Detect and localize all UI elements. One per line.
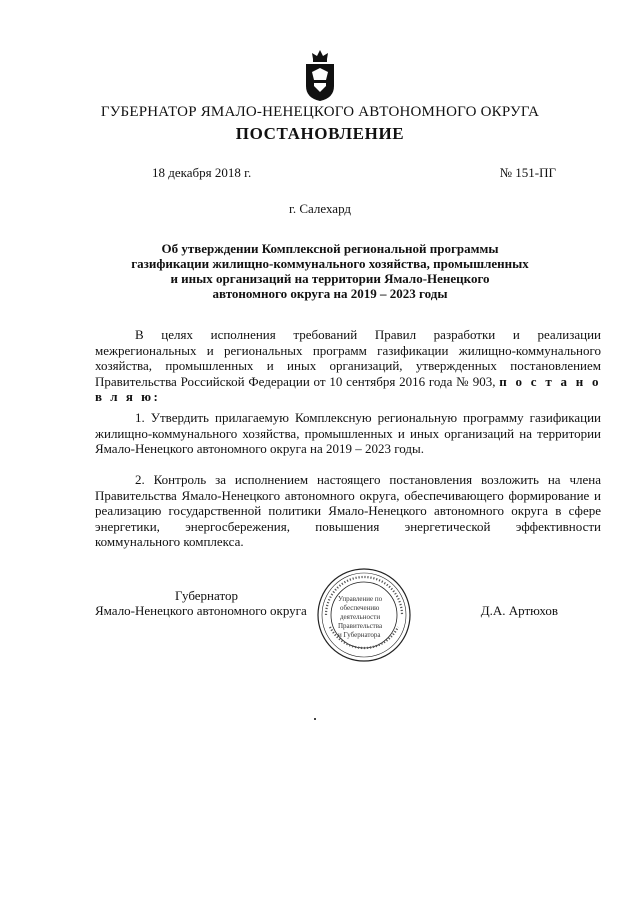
signatory-name: Д.А. Артюхов [480,603,558,618]
subject-line-3: и иных организаций на территории Ямало-Ненецкого [170,271,490,286]
document-subject-title [130,241,530,301]
stamp-line-2: обеспечению [340,604,380,612]
coat-of-arms-emblem [304,50,336,102]
stamp-line-1: Управление по [338,595,383,603]
signatory-title: Губернатор [175,588,238,603]
item-1-paragraph: 1. Утвердить прилагаемую Комплексную региональную программу газификации жилищно-коммунального хозяйства, промышленных и иных организаций на территории Ямало-Ненецкого автономного округа на 2019 – 2023 годы. [95,410,601,456]
resolution-word: п о с т а н о в л я ю: [95,373,601,404]
official-stamp [316,567,412,663]
stamp-line-4: Правительства [338,622,383,630]
scan-speck [314,718,316,720]
preamble-text: В целях исполнения требований Правил разработки и реализации межрегиональных и региональных программ газификации жилищно-коммунального хозяйства, промышленных и иных организаций, утвержденных постановлением Правительства Российской Федерации от 10 сентября 2016 года № 903, [95,327,601,389]
document-number: № 151-ПГ [499,165,556,180]
document-city: г. Салехард [288,201,352,216]
stamp-line-3: деятельности [340,613,381,621]
document-type-title: ПОСТАНОВЛЕНИЕ [235,124,405,143]
subject-line-2: газификации жилищно-коммунального хозяйства, промышленных [131,256,529,271]
document-date: 18 декабря 2018 г. [152,165,252,180]
signatory-region: Ямало-Ненецкого автономного округа [95,603,307,618]
item-2-paragraph: 2. Контроль за исполнением настоящего постановления возложить на члена Правительства Ямало-Ненецкого автономного округа, обеспечивающего формирование и реализацию государственной политики Ямало-Ненецкого автономного округа в сфере энергетики, энергосбережения, повышения энергетической эффективности коммунального комплекса. [95,472,601,549]
subject-line-1: Об утверждении Комплексной региональной программы [161,241,499,256]
stamp-line-5: и Губернатора [338,631,381,639]
preamble-paragraph [95,327,601,405]
authority-title: ГУБЕРНАТОР ЯМАЛО-НЕНЕЦКОГО АВТОНОМНОГО ОКРУГА [100,104,540,120]
subject-line-4: автономного округа на 2019 – 2023 годы [212,286,448,301]
